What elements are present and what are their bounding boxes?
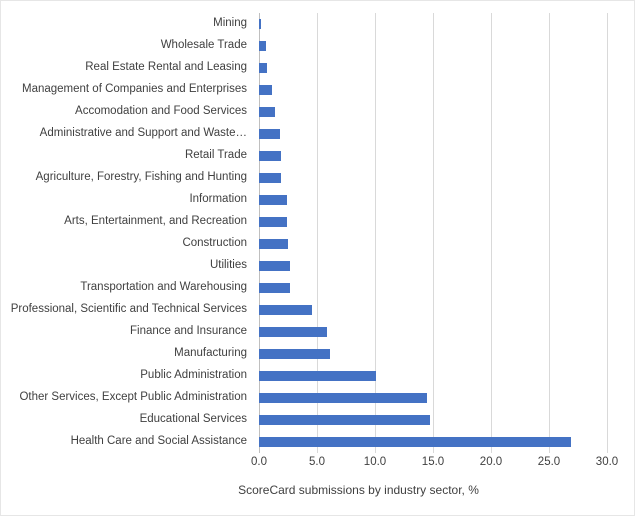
y-axis-label: Educational Services — [139, 413, 247, 425]
x-axis-tick: 10.0 — [363, 456, 387, 468]
bar[interactable] — [259, 107, 275, 117]
bar[interactable] — [259, 41, 266, 51]
bar[interactable] — [259, 349, 330, 359]
y-axis-label: Utilities — [209, 259, 247, 271]
x-axis-tick: 20.0 — [479, 456, 503, 468]
bar-row — [259, 189, 607, 211]
x-axis-tick: 0.0 — [251, 456, 267, 468]
x-axis-tick-labels — [251, 456, 619, 474]
y-axis-label: Professional, Scientific and Technical Services — [10, 303, 247, 315]
y-axis-label: Arts, Entertainment, and Recreation — [64, 215, 247, 227]
bar-row — [259, 409, 607, 431]
bar[interactable] — [259, 129, 280, 139]
y-axis-label: Other Services, Except Public Administration — [19, 391, 247, 403]
bar[interactable] — [259, 217, 287, 227]
bar-row — [259, 233, 607, 255]
bar[interactable] — [259, 195, 287, 205]
y-axis-label: Retail Trade — [184, 149, 247, 161]
y-axis-label: Health Care and Social Assistance — [70, 435, 247, 447]
y-axis-label: Wholesale Trade — [160, 39, 247, 51]
y-axis-label: Accomodation and Food Services — [75, 105, 247, 117]
bar-row — [259, 343, 607, 365]
bar-row — [259, 299, 607, 321]
bar-row — [259, 13, 607, 35]
y-axis-category-labels — [1, 13, 253, 453]
bar-row — [259, 101, 607, 123]
y-axis-label: Information — [189, 193, 247, 205]
bar[interactable] — [259, 151, 281, 161]
x-axis-title — [1, 483, 635, 497]
bar-row — [259, 145, 607, 167]
bar-row — [259, 321, 607, 343]
bar[interactable] — [259, 305, 312, 315]
bar-row — [259, 431, 607, 453]
bar-row — [259, 277, 607, 299]
bar-row — [259, 211, 607, 233]
y-axis-label: Management of Companies and Enterprises — [21, 83, 247, 95]
bar[interactable] — [259, 19, 261, 29]
bar[interactable] — [259, 173, 281, 183]
bar[interactable] — [259, 85, 272, 95]
bar-row — [259, 123, 607, 145]
x-axis-title-text: ScoreCard submissions by industry sector, % — [238, 483, 479, 497]
y-axis-label: Public Administration — [140, 369, 247, 381]
y-axis-label: Real Estate Rental and Leasing — [85, 61, 247, 73]
bar[interactable] — [259, 327, 327, 337]
bar[interactable] — [259, 415, 430, 425]
y-axis-label: Manufacturing — [174, 347, 247, 359]
x-axis-tick: 15.0 — [421, 456, 445, 468]
bar-row — [259, 365, 607, 387]
x-axis-tick: 30.0 — [595, 456, 619, 468]
y-axis-label: Finance and Insurance — [130, 325, 247, 337]
bar-row — [259, 57, 607, 79]
bar-row — [259, 79, 607, 101]
y-axis-label: Administrative and Support and Waste… — [39, 127, 247, 139]
x-axis-tick: 5.0 — [309, 456, 325, 468]
plot-area — [259, 13, 607, 453]
bar[interactable] — [259, 239, 288, 249]
bar-row — [259, 387, 607, 409]
y-axis-label: Transportation and Warehousing — [80, 281, 247, 293]
bar-series — [259, 13, 607, 453]
bar-row — [259, 35, 607, 57]
bar[interactable] — [259, 63, 267, 73]
bar-row — [259, 167, 607, 189]
y-axis-label: Mining — [213, 17, 247, 29]
bar[interactable] — [259, 283, 290, 293]
y-axis-label: Construction — [182, 237, 247, 249]
bar[interactable] — [259, 371, 376, 381]
bar[interactable] — [259, 437, 571, 447]
bar[interactable] — [259, 393, 427, 403]
bar-row — [259, 255, 607, 277]
gridline — [607, 13, 608, 453]
y-axis-label: Agriculture, Forestry, Fishing and Hunting — [35, 171, 247, 183]
bar[interactable] — [259, 261, 290, 271]
x-axis-tick: 25.0 — [537, 456, 561, 468]
